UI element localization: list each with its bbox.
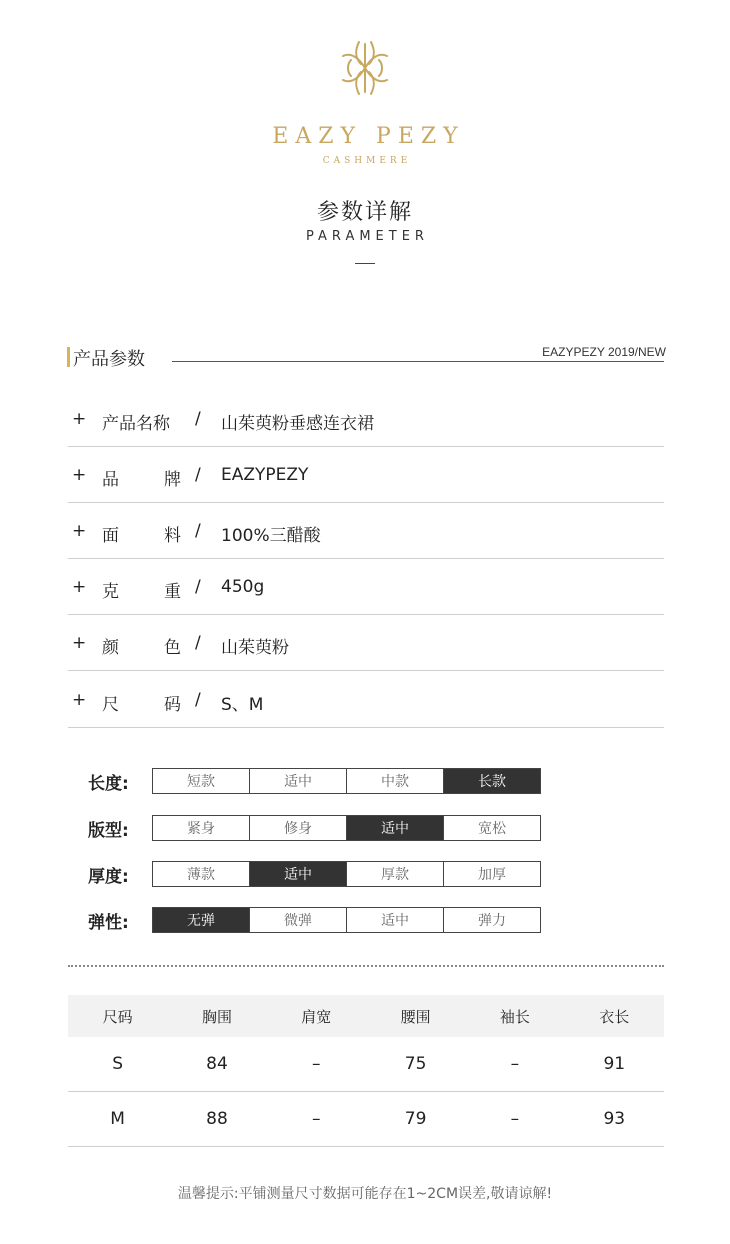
section-divider	[355, 263, 375, 264]
spec-key-char: 品	[102, 470, 119, 490]
table-header-cell: 尺码	[68, 995, 167, 1037]
spec-row	[68, 391, 664, 447]
plus-icon: +	[72, 521, 87, 541]
attribute-option: 加厚	[478, 867, 506, 883]
spec-key: 产品名称	[102, 414, 170, 434]
plus-icon: +	[72, 465, 87, 485]
attribute-label: 厚度:	[88, 867, 129, 887]
attribute-option: 适中	[347, 816, 444, 840]
attribute-option: 修身	[250, 816, 347, 840]
attribute-option: 弹力	[478, 913, 506, 929]
attribute-label: 长度:	[88, 774, 129, 794]
spec-row	[68, 672, 664, 728]
heading-accent-bar	[67, 347, 70, 367]
spec-row	[68, 559, 664, 615]
table-header-row	[68, 995, 664, 1037]
attribute-option: 宽松	[478, 821, 506, 837]
spec-value: 山茱萸粉垂感连衣裙	[221, 414, 374, 434]
table-header-cell: 袖长	[465, 995, 564, 1037]
section-title: 参数详解	[316, 200, 413, 225]
plus-icon: +	[72, 409, 87, 429]
attribute-option: 紧身	[153, 816, 250, 840]
spec-row	[68, 447, 664, 503]
attribute-option: 微弹	[250, 908, 347, 932]
attribute-label: 弹性:	[88, 913, 129, 933]
table-cell: –	[465, 1037, 564, 1092]
table-cell: 84	[167, 1037, 266, 1092]
attribute-option: 中款	[347, 769, 444, 793]
table-cell: 79	[366, 1092, 465, 1147]
spec-separator: /	[195, 409, 201, 429]
attribute-option: 适中	[250, 769, 347, 793]
attribute-option: 短款	[153, 769, 250, 793]
spec-key-char: 牌	[164, 470, 181, 490]
spec-value: 450g	[221, 577, 265, 597]
table-cell: 75	[366, 1037, 465, 1092]
plus-icon: +	[72, 690, 87, 710]
brand-subtitle: CASHMERE	[322, 156, 412, 166]
attribute-option: 适中	[347, 908, 444, 932]
table-cell: 93	[565, 1092, 664, 1147]
table-cell: M	[68, 1092, 167, 1147]
measurement-tip: 温馨提示:平铺测量尺寸数据可能存在1~2CM误差,敬请谅解!	[177, 1186, 553, 1202]
size-table	[68, 995, 664, 1147]
spec-separator: /	[195, 633, 201, 653]
section-subtitle: PARAMETER	[306, 229, 429, 244]
attribute-option: 无弹	[153, 908, 250, 932]
brand-name: EAZY PEZY	[272, 124, 465, 149]
spec-row	[68, 615, 664, 671]
heading-underline	[172, 361, 664, 362]
spec-key-char: 面	[102, 526, 119, 546]
params-edition: EAZYPEZY 2019/NEW	[542, 345, 666, 359]
spec-value: EAZYPEZY	[221, 465, 309, 485]
spec-value: 100%三醋酸	[221, 526, 321, 546]
params-title: 产品参数	[73, 349, 145, 370]
table-cell: –	[465, 1092, 564, 1147]
table-header-cell: 腰围	[366, 995, 465, 1037]
spec-key-char: 克	[102, 582, 119, 602]
spec-separator: /	[195, 577, 201, 597]
attribute-label: 版型:	[88, 821, 129, 841]
attribute-scale	[152, 861, 541, 887]
attribute-scale	[152, 768, 541, 794]
table-cell: –	[267, 1037, 366, 1092]
plus-icon: +	[72, 577, 87, 597]
spec-key-char: 料	[164, 526, 181, 546]
attribute-option: 长款	[444, 769, 540, 793]
spec-row	[68, 503, 664, 559]
table-cell: 88	[167, 1092, 266, 1147]
spec-key-char: 重	[164, 582, 181, 602]
attribute-option: 厚款	[347, 862, 444, 886]
table-header-cell: 肩宽	[267, 995, 366, 1037]
table-cell: S	[68, 1037, 167, 1092]
spec-key-char: 色	[164, 638, 181, 658]
table-row	[68, 1092, 664, 1147]
spec-key-char: 尺	[102, 695, 119, 715]
attribute-scale	[152, 907, 541, 933]
table-row	[68, 1037, 664, 1092]
spec-key-char: 码	[164, 695, 181, 715]
plus-icon: +	[72, 633, 87, 653]
spec-separator: /	[195, 521, 201, 541]
attribute-scale	[152, 815, 541, 841]
spec-value: S、M	[221, 695, 264, 715]
table-cell: –	[267, 1092, 366, 1147]
table-header-cell: 胸围	[167, 995, 266, 1037]
dotted-separator	[68, 965, 664, 967]
brand-logo-icon	[337, 38, 393, 98]
spec-separator: /	[195, 690, 201, 710]
table-header-cell: 衣长	[565, 995, 664, 1037]
spec-value: 山茱萸粉	[221, 638, 289, 658]
attribute-option: 适中	[250, 862, 347, 886]
table-cell: 91	[565, 1037, 664, 1092]
spec-separator: /	[195, 465, 201, 485]
attribute-option: 薄款	[153, 862, 250, 886]
spec-key-char: 颜	[102, 638, 119, 658]
